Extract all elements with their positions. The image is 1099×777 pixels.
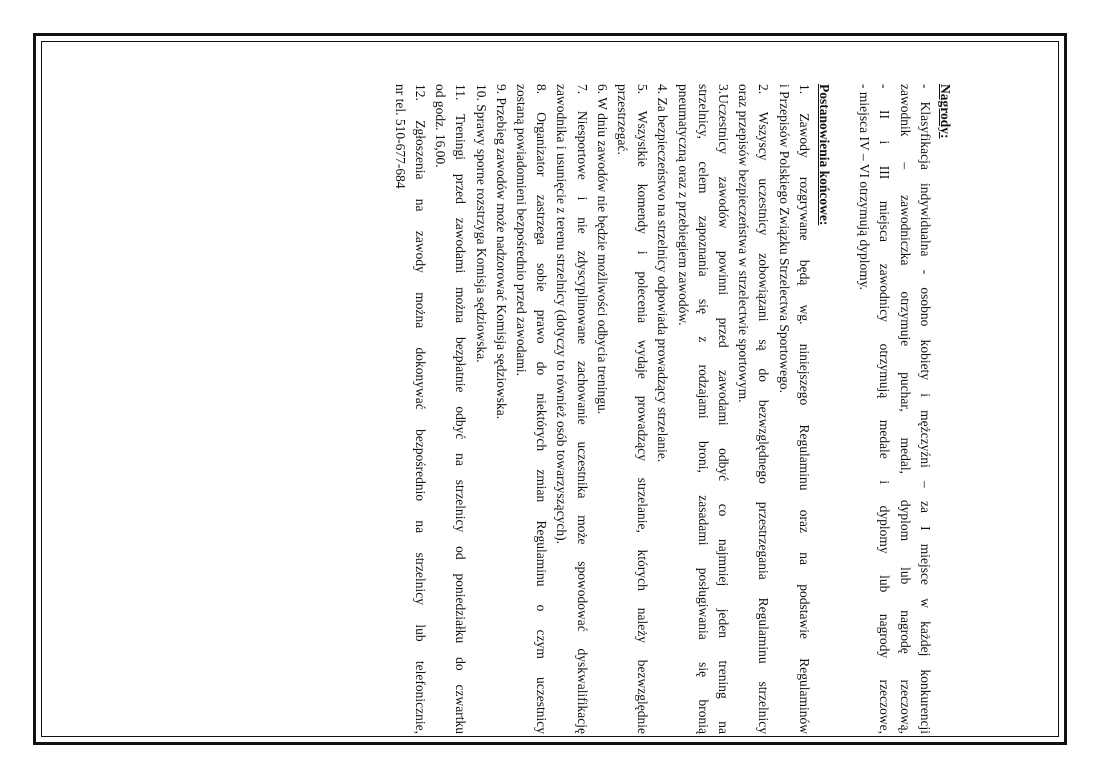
final-provisions-line: 3.Uczestnicy zawodów powinni przed zawodami odbyć co najmniej jeden trening na bbox=[715, 84, 731, 734]
final-provisions-line: zawodnika i usunięcie z terenu strzelnicy (dotyczy to również osób towarzyszących). bbox=[554, 84, 570, 544]
prizes-line: zawodnik – zawodniczka otrzymuje puchar, medal, dyplom lub nagrodę rzeczową, bbox=[897, 84, 913, 734]
final-provisions-line: 10. Sprawy sporne rozstrzyga Komisja sędziowska. bbox=[473, 84, 489, 363]
final-provisions-line: 2. Wszyscy uczestnicy zobowiązani są do bezwzględnego przestrzegania Regulaminu strzelnicy bbox=[756, 84, 772, 734]
final-provisions-line: nr tel. 510-677-684 bbox=[392, 84, 408, 189]
final-provisions-line: zostaną powiadomieni bezpośrednio przed zawodami. bbox=[513, 84, 529, 377]
final-provisions-line: 11. Treningi przed zawodami można bezpłatnie odbyć na strzelnicy od poniedziałku do czwartku bbox=[453, 84, 469, 734]
final-provisions-line: 7. Niesportowe i nie zdyscyplinowane zachowanie uczestnika może spowodować dyskwalifikację bbox=[574, 84, 590, 734]
final-provisions-line: od godz. 16,00. bbox=[433, 84, 449, 168]
final-provisions-line: oraz przepisów bezpieczeństwa w strzelectwie sportowym. bbox=[736, 84, 752, 403]
prizes-line: - miejsca IV – VI otrzymują dyplomy. bbox=[857, 84, 873, 290]
final-provisions-line: i Przepisów Polskiego Związku Strzelectwa Sportowego. bbox=[776, 84, 792, 393]
section-gap bbox=[834, 84, 854, 734]
prizes-line: - Klasyfikacja indywidualna - osobno kobiety i mężczyźni – za I miejsce w każdej konkurencji bbox=[917, 84, 933, 734]
final-provisions-line: 6. W dniu zawodów nie będzie możliwości odbycia treningu. bbox=[594, 84, 610, 415]
final-provisions-line: przestrzegać. bbox=[614, 84, 630, 155]
final-provisions-line: 9. Przebieg zawodów może nadzorować Komisja sędziowska. bbox=[493, 84, 509, 420]
final-provisions-line: 12. Zgłoszenia na zawody można dokonywać bezpośrednio na strzelnicy lub telefonicznie, bbox=[412, 84, 428, 734]
final-provisions-line: 5. Wszystkie komendy i polecenia wydaje prowadzący strzelanie, których należy bezwzględnie bbox=[635, 84, 651, 734]
prizes-line: - II i III miejsca zawodnicy otrzymują medale i dyplomy lub nagrody rzeczowe, bbox=[877, 84, 893, 734]
final-provisions-line: 1. Zawody rozgrywane będą wg. niniejszego Regulaminu oraz na podstawie Regulaminów bbox=[796, 84, 812, 734]
prizes-heading: Nagrody: bbox=[938, 84, 953, 139]
final-provisions-line: 8. Organizator zastrzega sobie prawo do niektórych zmian Regulaminu o czym uczestnicy bbox=[534, 84, 550, 734]
final-provisions-line: pneumatyczną oraz z przebiegiem zawodów. bbox=[675, 84, 691, 326]
final-provisions-heading: Postanowienia końcowe: bbox=[816, 84, 832, 226]
rotated-document-page bbox=[220, 84, 955, 734]
final-provisions-line: 4. Za bezpieczeństwo na strzelnicy odpowiada prowadzący strzelanie. bbox=[655, 84, 671, 463]
final-provisions-line: strzelnicy, celem zapoznania się z rodzajami broni, zasadami posługiwania się bronią bbox=[695, 84, 711, 734]
